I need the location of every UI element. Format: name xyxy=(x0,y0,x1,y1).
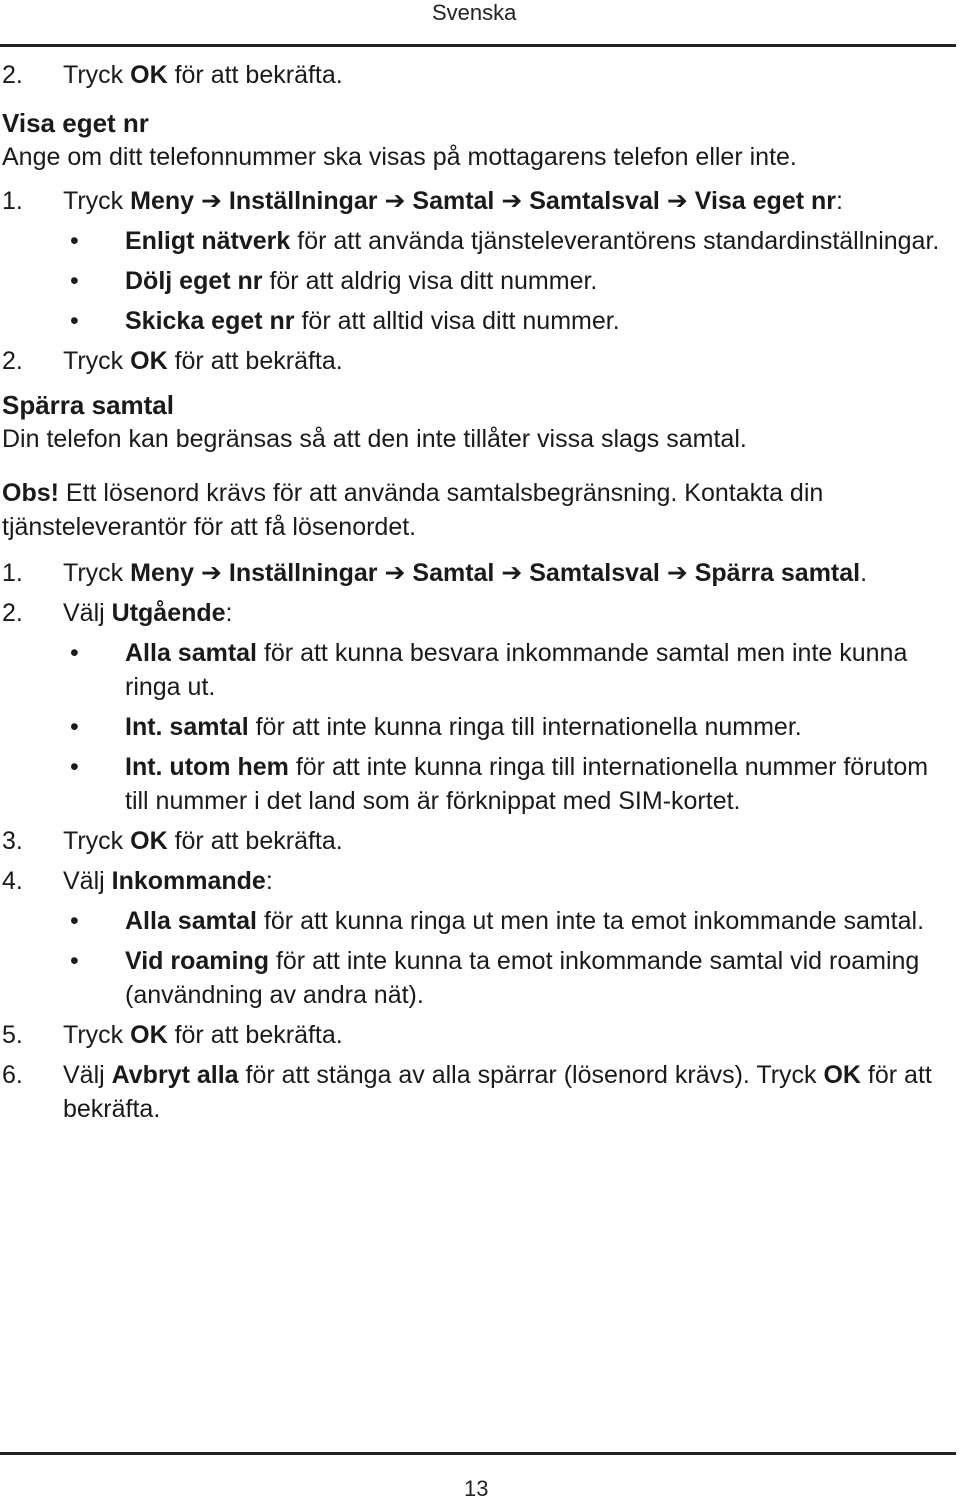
menu-path-item: Samtalsval xyxy=(529,187,660,215)
step-number: 1. xyxy=(2,559,23,587)
step-confirm xyxy=(0,1018,950,1052)
step-text-post: för att bekräfta. xyxy=(167,61,343,89)
bullet-list-visa-eget-nr xyxy=(0,224,950,338)
option-desc: för att inte kunna ringa till internationella nummer. xyxy=(248,713,802,741)
menu-path-item: Meny xyxy=(130,559,195,587)
menu-path-item: Spärra samtal xyxy=(694,559,861,587)
step-text-pre: Tryck xyxy=(63,347,131,375)
step-text-post: för att bekräfta. xyxy=(167,827,343,855)
option-name: Alla samtal xyxy=(125,907,258,935)
step-text-pre: Tryck xyxy=(63,61,131,89)
step-text-pre: Tryck xyxy=(63,827,131,855)
arrow-right-icon: ➔ xyxy=(384,559,406,587)
list-item xyxy=(0,636,950,704)
step-text-bold: Avbryt alla xyxy=(111,1061,239,1089)
step-text-pre: Tryck xyxy=(63,187,131,215)
arrow-right-icon: ➔ xyxy=(666,187,688,215)
step-confirm xyxy=(0,344,950,378)
header-divider xyxy=(0,44,956,47)
option-name: Enligt nätverk xyxy=(125,227,291,255)
step-text-mid: för att stänga av alla spärrar (lösenord krävs). Tryck xyxy=(238,1061,824,1089)
option-name: Skicka eget nr xyxy=(125,307,295,335)
option-desc: för att kunna ringa ut men inte ta emot inkommande samtal. xyxy=(257,907,925,935)
step-text-pre: Tryck xyxy=(63,1021,131,1049)
menu-path-item: Samtal xyxy=(412,187,495,215)
page-number: 13 xyxy=(464,1476,489,1501)
step-text-bold: OK xyxy=(130,827,168,855)
step-number: 4. xyxy=(2,867,23,895)
step-choose-incoming xyxy=(0,864,950,898)
step-text-post: för att bekräfta. xyxy=(167,1021,343,1049)
step-text-bold: OK xyxy=(130,61,168,89)
option-name: Dölj eget nr xyxy=(125,267,263,295)
step-text-post: för att bekräfta. xyxy=(63,1061,932,1123)
note-label: Obs! xyxy=(2,479,59,507)
step-text-post: : xyxy=(836,187,843,215)
section-desc-visa-eget-nr: Ange om ditt telefonnummer ska visas på mottagarens telefon eller inte. xyxy=(2,143,797,171)
arrow-right-icon: ➔ xyxy=(501,187,523,215)
step-number: 3. xyxy=(2,827,23,855)
list-item xyxy=(0,944,950,1012)
header-language: Svenska xyxy=(432,0,517,25)
step-text-bold: Inkommande xyxy=(111,867,266,895)
list-item xyxy=(0,264,950,298)
step-number: 1. xyxy=(2,187,23,215)
note-text: Ett lösenord krävs för att använda samtalsbegränsning. Kontakta din tjänsteleverantör för att få lösenordet. xyxy=(2,479,824,541)
step-text-pre: Välj xyxy=(63,867,112,895)
section-title-sparra-samtal: Spärra samtal xyxy=(2,390,174,420)
menu-path-item: Samtal xyxy=(412,559,495,587)
menu-path-item: Inställningar xyxy=(228,187,378,215)
step-text-post: : xyxy=(265,867,273,895)
arrow-right-icon: ➔ xyxy=(501,559,523,587)
menu-path-item: Visa eget nr xyxy=(694,187,837,215)
footer-divider xyxy=(0,1452,956,1455)
section-desc-sparra-samtal: Din telefon kan begränsas så att den inte tillåter vissa slags samtal. xyxy=(2,425,747,453)
arrow-right-icon: ➔ xyxy=(666,559,688,587)
step-visa-eget-nr-path xyxy=(0,184,950,218)
arrow-right-icon: ➔ xyxy=(384,187,406,215)
page-content xyxy=(0,58,950,1132)
option-desc: för att använda tjänsteleverantörens standardinställningar. xyxy=(290,227,940,255)
option-desc: för att inte kunna ringa till internationella nummer förutom till nummer i det land som är förknippat med SIM-kortet. xyxy=(125,753,929,815)
list-item xyxy=(0,904,950,938)
step-number: 6. xyxy=(2,1061,23,1089)
list-item xyxy=(0,304,950,338)
step-text-bold: OK xyxy=(130,347,168,375)
arrow-right-icon: ➔ xyxy=(200,559,222,587)
step-confirm xyxy=(0,824,950,858)
option-name: Alla samtal xyxy=(125,639,258,667)
step-choose-outgoing xyxy=(0,596,950,630)
option-desc: för att inte kunna ta emot inkommande samtal vid roaming (användning av andra nät). xyxy=(125,947,920,1009)
step-text-bold: OK xyxy=(823,1061,861,1089)
menu-path-item: Inställningar xyxy=(228,559,378,587)
section-title-visa-eget-nr: Visa eget nr xyxy=(2,108,149,138)
step-number: 2. xyxy=(2,347,23,375)
step-number: 5. xyxy=(2,1021,23,1049)
option-name: Int. utom hem xyxy=(125,753,289,781)
step-cancel-all xyxy=(0,1058,950,1126)
bullet-list-incoming xyxy=(0,904,950,1012)
option-desc: för att alltid visa ditt nummer. xyxy=(294,307,620,335)
option-desc: för att aldrig visa ditt nummer. xyxy=(262,267,598,295)
menu-path-item: Meny xyxy=(130,187,195,215)
step-confirm-top xyxy=(0,58,950,92)
step-number: 2. xyxy=(2,599,23,627)
menu-path-item: Samtalsval xyxy=(529,559,660,587)
step-number: 2. xyxy=(2,61,23,89)
option-name: Int. samtal xyxy=(125,713,249,741)
arrow-right-icon: ➔ xyxy=(200,187,222,215)
option-desc: för att kunna besvara inkommande samtal men inte kunna ringa ut. xyxy=(125,639,908,701)
step-text-pre: Välj xyxy=(63,1061,112,1089)
list-item xyxy=(0,750,950,818)
step-text-post: . xyxy=(860,559,868,587)
step-text-pre: Välj xyxy=(63,599,112,627)
bullet-list-outgoing xyxy=(0,636,950,818)
step-sparra-samtal-path xyxy=(0,556,950,590)
step-text-bold: Utgående xyxy=(111,599,226,627)
step-text-bold: OK xyxy=(130,1021,168,1049)
list-item xyxy=(0,710,950,744)
step-text-post: för att bekräfta. xyxy=(167,347,343,375)
list-item xyxy=(0,224,950,258)
step-text-pre: Tryck xyxy=(63,559,131,587)
step-text-post: : xyxy=(225,599,233,627)
option-name: Vid roaming xyxy=(125,947,270,975)
note-password xyxy=(0,476,950,544)
